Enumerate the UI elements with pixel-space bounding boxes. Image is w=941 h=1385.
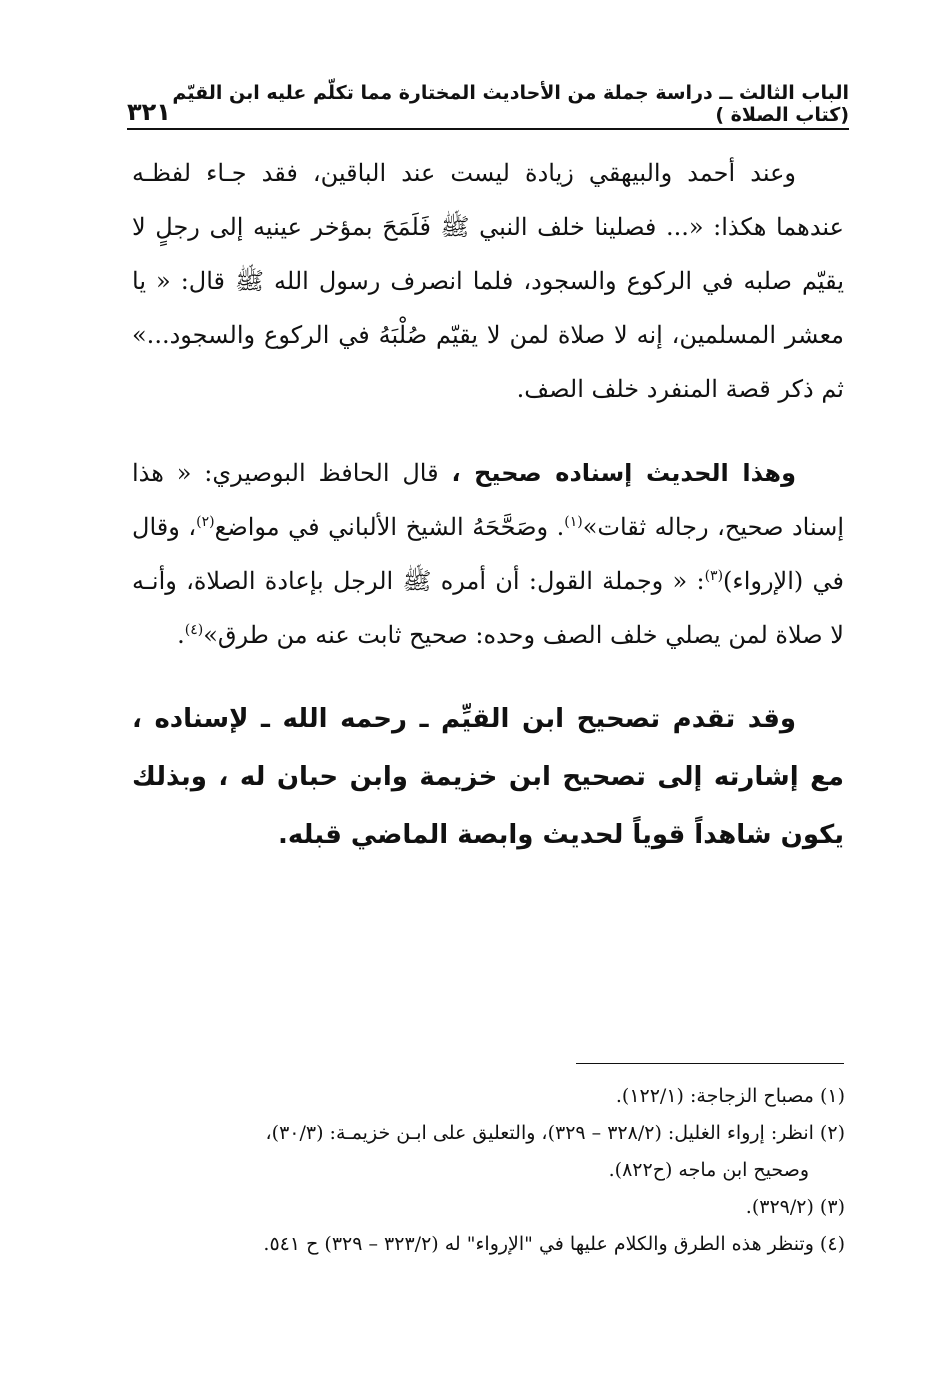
footnote-ref-3[interactable]: (٣) [704,568,724,584]
running-header [127,82,849,126]
paragraph-2-text-1: قال الحافظ البوصيري: « هذا إسناد صحيح، رجاله ثقات» [132,459,845,541]
header-title: الباب الثالث ــ دراسة جملة من الأحاديث المختارة مما تكلّم عليه ابن القيّم (كتاب الصلاة ) [172,82,849,126]
footnote-divider [576,1063,844,1064]
footnote-ref-1[interactable]: (١) [564,514,583,530]
header-divider [127,128,849,130]
paragraph-1: وعند أحمد والبيهقي زيادة ليست عند الباقين، فقد جـاء لفظـه عندهما هكذا: «... فصلينا خلف النبي ﷺ فَلَمَحَ بمؤخر عينيه إلى رجلٍ لا يقيّم صلبه في الركوع والسجود، فلما انصرف رسول الله ﷺ قال: « يا معشر المسلمين، إنه لا صلاة لمن لا يقيّم صُلْبَهُ في الركوع والسجود...» ثم ذكر قصة المنفرد خلف الصف. [132,159,844,403]
paragraph-2-text-5: . [177,621,185,649]
paragraph-3: وقد تقدم تصحيح ابن القيِّم ـ رحمه الله ـ لإسناده ، مع إشارته إلى تصحيح ابن خزيمة وابن حبان له ، وبذلك يكون شاهداً قوياً لحديث وابصة الماضي قبله. [132,704,844,850]
paragraph-spacer [132,662,844,690]
paragraph-2-text-4: : « وجملة القول: أن أمره ﷺ الرجل بإعادة الصلاة، وأنـه لا صلاة لمن يصلي خلف الصف وحده: صحيح ثابت عنه من طرق» [132,567,844,649]
footnote-3: (٣) (٣٢٩/٢). [745,1196,845,1218]
paragraph-2 [132,446,844,662]
footnotes [135,1078,845,1263]
paragraph-2-lead: وهذا الحديث إسناده صحيح ، [451,459,796,487]
footnote-ref-2[interactable]: (٢) [196,514,215,530]
footnote-2-continuation: وصحيح ابن ماجه (ح٨٢٢). [608,1159,809,1181]
paragraph-2-text-3: ، وقال في (الإرواء) [132,513,845,595]
main-text [132,146,844,864]
paragraph-spacer [132,416,844,446]
footnote-4: (٤) وتنظر هذه الطرق والكلام عليها في "الإرواء" له (٣٢٣/٢ – ٣٢٩) ح ٥٤١. [263,1233,845,1255]
footnote-2: (٢) انظر: إرواء الغليل: (٣٢٨/٢ – ٣٢٩)، والتعليق على ابـن خزيمـة: (٣٠/٣)، [265,1122,845,1144]
footnote-ref-4[interactable]: (٤) [184,622,204,638]
footnote-1: (١) مصباح الزجاجة: (١٢٢/١). [615,1085,845,1107]
paragraph-2-text-2: . وصَحَّحَهُ الشيخ الألباني في مواضع [214,513,565,541]
page-number: ٣٢١ [127,98,171,126]
